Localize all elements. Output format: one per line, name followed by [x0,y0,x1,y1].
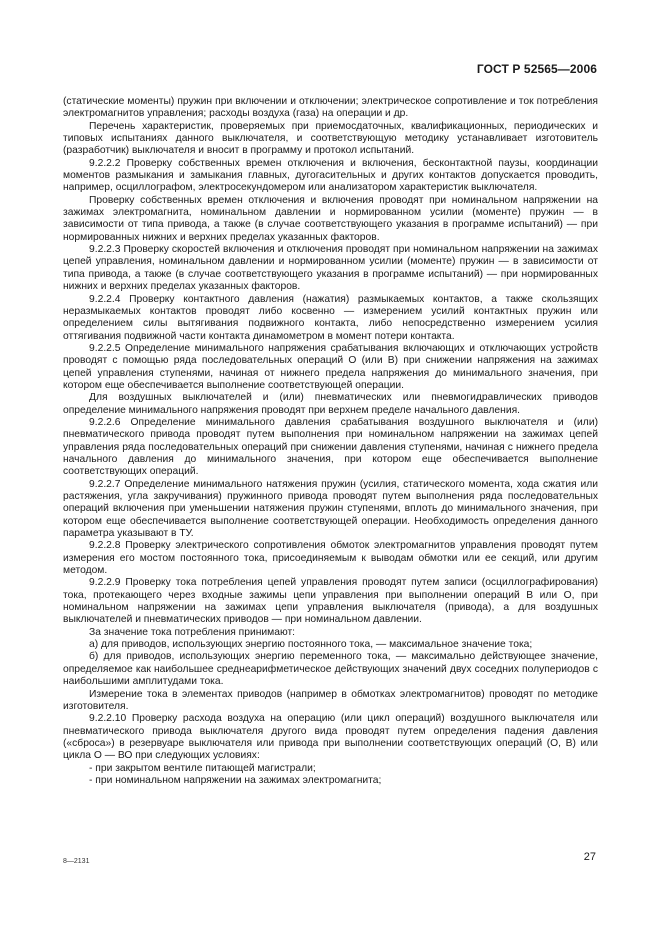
paragraph: 9.2.2.4 Проверку контактного давления (нажатия) размыкаемых контактов, а также скользящих неразмыкаемых контактов проводят либо косвенно — измерением усилий контактных пружин или определением силы вытягивания подвижного контакта, либо непосредственно измерением усилия оттягивания подвижной части контакта динамометром в момент потери контакта. [63,293,598,342]
paragraph: 9.2.2.5 Определение минимального напряжения срабатывания включающих и отключающих устройств проводят с помощью ряда последовательных операций О (или В) при снижении напряжения на зажимах цепей управления ступенями, начиная от нижнего предела напряжения до минимального значения, при котором еще обеспечивается выполнение соответствующей операции. [63,342,598,391]
list-item: а) для приводов, использующих энергию постоянного тока, — максимальное значение тока; [89,639,533,651]
list-item: - при закрытом вентиле питающей магистрали; [89,762,316,774]
print-order-code: 8—2131 [63,858,90,865]
paragraph: 9.2.2.10 Проверку расхода воздуха на операцию (или цикл операций) воздушного выключателя или пневматического привода выключателя другого вида проводят путем определения падения давления («сброса») в резервуаре выключателя или привода при выполнении соответствующих операций (О, В) или цикла О — ВО при следующих условиях: [63,713,598,762]
document-code-header: ГОСТ Р 52565—2006 [476,62,597,76]
paragraph: (статические моменты) пружин при включении и отключении; электрическое сопротивление и ток потребления электромагнитов управления; расходы воздуха (газа) на операции и др. [63,96,598,120]
paragraph: Перечень характеристик, проверяемых при приемосдаточных, квалификационных, периодических и типовых испытаниях данного выключателя, и соответствующую методику устанавливает изготовитель (разработчик) выключателя и вносит в программу и протокол испытаний. [63,120,598,157]
paragraph: 9.2.2.2 Проверку собственных времен отключения и включения, бесконтактной паузы, координации моментов размыкания и замыкания главных, дугогасительных и других контактов допускается проводить, например, осциллографом, электросекундомером или анализатором характеристик выключателя. [63,157,598,194]
paragraph: За значение тока потребления принимают: [89,626,296,638]
paragraph: Для воздушных выключателей и (или) пневматических или пневмогидравлических приводов определение минимального напряжения проводят при верхнем пределе начального давления. [63,392,598,416]
paragraph: 9.2.2.6 Определение минимального давления срабатывания воздушного выключателя и (или) пневматического привода проводят путем выполнения при номинальном напряжении на зажимах цепей управления ряда последовательных операций при снижении давления ступенями, начиная с нижнего предела начального давления до минимального значения, при котором еще обеспечивается выполнение соответствующих операций. [63,416,598,478]
paragraph: 9.2.2.7 Определение минимального натяжения пружин (усилия, статического момента, хода сжатия или растяжения, угла закручивания) пружинного привода проводят путем выполнения ряда последовательных операций включения при уменьшении натяжения пружин ступенями, вплоть до минимального значения, при котором еще обеспечивается выполнение соответствующей операции. Необходимость определения данного параметра указывают в ТУ. [63,478,598,540]
paragraph: Проверку собственных времен отключения и включения проводят при номинальном напряжении на зажимах электромагнита, номинальном давлении и нормированном усилии (моменте) пружин — в зависимости от типа привода, а также (в случае соответствующего указания в программе испытаний) — при нормированных нижних и верхних пределах указанных факторов. [63,194,598,243]
document-body [63,96,598,787]
list-item: б) для приводов, использующих энергию переменного тока, — максимально действующее значение, определяемое как наибольшее среднеарифметическое действующих значений двух соседних полупериодов с наибольшими амплитудами тока. [63,651,598,688]
paragraph: 9.2.2.3 Проверку скоростей включения и отключения проводят при номинальном напряжении на зажимах цепей управления, номинальном давлении и нормированном усилии (моменте) пружин — в зависимости от типа привода, а также (в случае соответствующего указания в программе испытаний) — при нормированных нижних и верхних пределах указанных факторов. [63,244,598,293]
paragraph: Измерение тока в элементах приводов (например в обмотках электромагнитов) проводят по методике изготовителя. [63,688,598,712]
paragraph: 9.2.2.9 Проверку тока потребления цепей управления проводят путем записи (осциллографирования) тока, протекающего через входные зажимы цепи управления при выполнении операций В или О, при номинальном напряжении на зажимах цепи управления выключателя (привода), а для воздушных выключателей и пневматических приводов — при номинальном давлении. [63,577,598,626]
paragraph: 9.2.2.8 Проверку электрического сопротивления обмоток электромагнитов управления проводят путем измерения его мостом постоянного тока, присоединяемым к выводам обмотки или ее секций, или другим методом. [63,540,598,577]
list-item: - при номинальном напряжении на зажимах электромагнита; [89,774,382,786]
page-number: 27 [583,851,596,863]
